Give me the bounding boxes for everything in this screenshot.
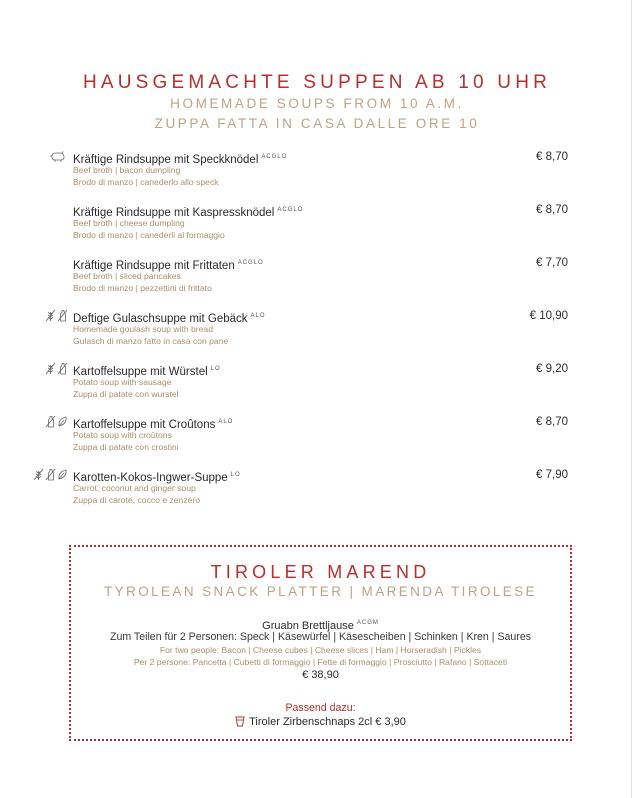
diet-icons	[33, 468, 68, 481]
item-desc-en: Carrot, coconut and ginger soup	[73, 483, 196, 493]
shot-glass-icon	[235, 716, 249, 728]
item-desc-en: Beef broth | cheese dumpling	[73, 218, 185, 228]
no-gluten-icon	[45, 362, 56, 375]
allergen-codes: ACGLO	[237, 260, 264, 266]
item-name: Kartoffelsuppe mit Croûtons $^{ALO}$	[73, 419, 234, 431]
item-name: Kräftige Rindsuppe mit Frittaten $^{ACGLO}$	[73, 260, 264, 272]
item-price: € 9,20	[536, 363, 568, 375]
diet-icons	[45, 362, 68, 375]
marend-desc-it: Per 2 persone: Pancetta | Cubetti di formaggio | Fette di formaggio | Prosciutto | Rafano | Sottaceti	[133, 657, 508, 667]
vegetarian-leaf-icon	[57, 415, 68, 428]
section-subtitle-it: ZUPPA FATTA IN CASA DALLE ORE 10	[154, 116, 480, 131]
marend-desc-de: Zum Teilen für 2 Personen: Speck | Käsewürfel | Käsescheiben | Schinken | Kren | Saures	[109, 631, 532, 643]
allergen-codes: ACGLO	[261, 154, 288, 160]
section-subtitle-en: HOMEMADE SOUPS FROM 10 A.M.	[170, 96, 464, 111]
diet-icons	[45, 309, 68, 322]
allergen-codes: ACGLO	[277, 207, 304, 213]
item-name: Kräftige Rindsuppe mit Speckknödel $^{ACGLO}$	[73, 154, 288, 166]
no-gluten-icon	[45, 309, 56, 322]
drink-detail: 2cl € 3,90	[358, 716, 406, 728]
marend-price: € 38,90	[302, 669, 339, 681]
marend-box	[69, 545, 572, 741]
menu-item	[0, 413, 634, 466]
allergen-codes: LO	[230, 472, 241, 478]
menu-item	[0, 254, 634, 307]
menu-item	[0, 466, 634, 519]
item-name: Kräftige Rindsuppe mit Kaspressknödel $^{ACGLO}$	[73, 207, 304, 219]
menu-item	[0, 360, 634, 413]
item-desc-it: Zuppa di patate con wurstel	[73, 389, 179, 399]
item-name: Karotten-Kokos-Ingwer-Suppe $^{LO}$	[73, 472, 241, 484]
item-desc-en: Beef broth | sliced pancakes	[73, 271, 181, 281]
marend-dish-name: Gruabn Brettljause $^{ACGM}$	[262, 620, 379, 632]
item-name: Deftige Gulaschsuppe mit Gebäck $^{ALO}$	[73, 313, 266, 325]
menu-item	[0, 148, 634, 201]
vegetarian-leaf-icon	[57, 468, 68, 481]
menu-item	[0, 307, 634, 360]
item-price: € 8,70	[536, 416, 568, 428]
marend-subtitle: TYROLEAN SNACK PLATTER | MARENDA TIROLESE	[104, 584, 537, 599]
allergen-codes: ALO	[218, 419, 234, 425]
diet-icons	[49, 150, 66, 163]
soup-list	[0, 148, 634, 519]
no-lactose-icon	[57, 309, 68, 322]
no-lactose-icon	[45, 415, 56, 428]
item-price: € 8,70	[536, 204, 568, 216]
no-lactose-icon	[45, 468, 56, 481]
item-desc-it: Brodo di manzo | canederli al formaggio	[73, 230, 225, 240]
item-desc-it: Brodo di manzo | canederlo allo speck	[73, 177, 219, 187]
diet-icons	[45, 415, 68, 428]
item-desc-it: Brodo di manzo | pezzettini di frittato	[73, 283, 212, 293]
no-lactose-icon	[57, 362, 68, 375]
item-desc-en: Potato soup with sausage	[73, 377, 172, 387]
item-price: € 8,70	[536, 151, 568, 163]
item-desc-en: Beef broth | bacon dumpling	[73, 165, 181, 175]
allergen-codes: ACGM	[356, 620, 379, 626]
pig-icon	[49, 150, 66, 163]
no-gluten-icon	[33, 468, 44, 481]
marend-title: TIROLER MAREND	[210, 562, 431, 582]
item-price: € 7,90	[536, 469, 568, 481]
item-desc-en: Potato soup with croûtons	[73, 430, 172, 440]
item-price: € 7,70	[536, 257, 568, 269]
item-desc-it: Gulasch di manzo fatto in casa con pane	[73, 336, 229, 346]
item-name: Kartoffelsuppe mit Würstel $^{LO}$	[73, 366, 221, 378]
pairing-drink: Tiroler Zirbenschnaps 2cl € 3,90	[71, 715, 570, 729]
allergen-codes: ALO	[250, 313, 266, 319]
item-desc-it: Zuppa di patate con crostini	[73, 442, 179, 452]
item-price: € 10,90	[529, 310, 568, 322]
menu-item	[0, 201, 634, 254]
item-desc-en: Homemade goulash soup with bread	[73, 324, 213, 334]
marend-desc-en: For two people: Bacon | Cheese cubes | Cheese slices | Ham | Horseradish | Pickles	[159, 645, 482, 655]
pairing-label: Passend dazu:	[285, 702, 356, 714]
item-desc-it: Zuppa di carote, cocco e zenzero	[73, 495, 201, 505]
section-title: HAUSGEMACHTE SUPPEN AB 10 UHR	[82, 72, 552, 93]
allergen-codes: LO	[210, 366, 221, 372]
